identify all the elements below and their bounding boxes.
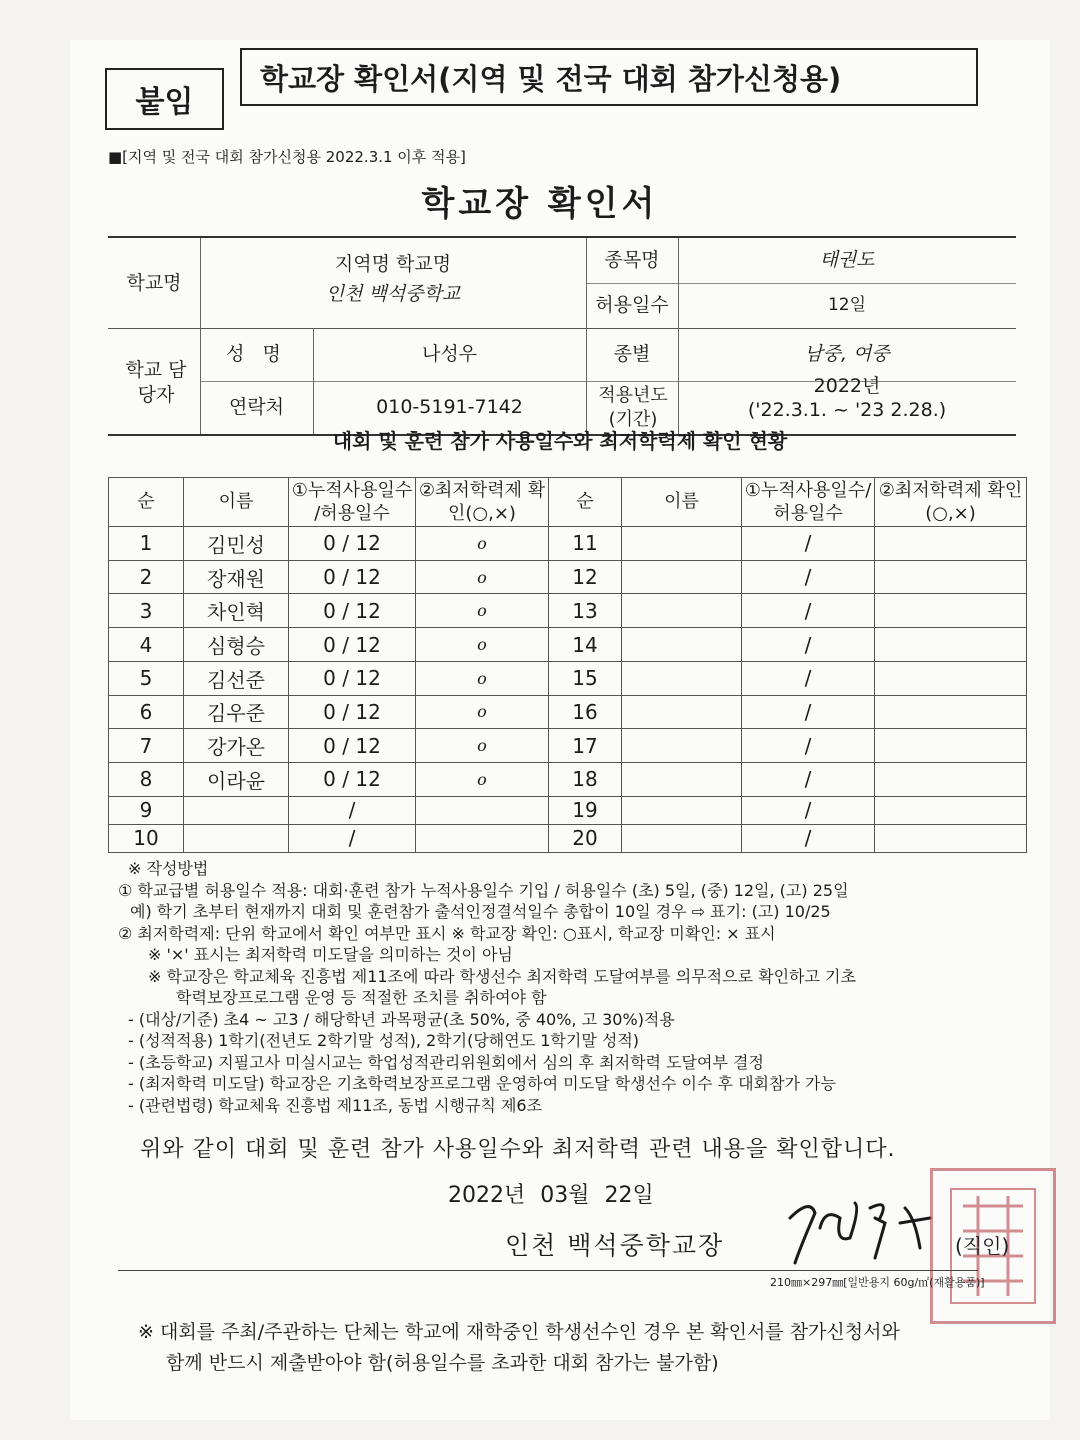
table-row (109, 796, 1027, 824)
school-name: 인천 백석중학교 (325, 282, 461, 305)
row-seq: 6 (109, 695, 184, 729)
row-days: 0 / 12 (289, 628, 416, 662)
row-name-right (622, 796, 742, 824)
row-days-right: / (742, 594, 875, 628)
row-check-right (875, 796, 1027, 824)
divider (118, 1270, 978, 1271)
row-seq: 9 (109, 796, 184, 824)
signature-icon (780, 1188, 950, 1268)
row-days-right: / (742, 527, 875, 561)
row-days: 0 / 12 (289, 729, 416, 763)
row-check-right (875, 560, 1027, 594)
footnote-line: 함께 반드시 제출받아야 함(허용일수를 초과한 대회 참가는 불가함) (166, 1352, 719, 1374)
row-seq-right: 12 (549, 560, 622, 594)
method-line: 학력보장프로그램 운영 등 적절한 조치를 취하여야 함 (176, 988, 547, 1007)
row-seq: 4 (109, 628, 184, 662)
page-title: 학교장 확인서 (421, 184, 659, 224)
confirmation-statement: 위와 같이 대회 및 훈련 참가 사용일수와 최저학력 관련 내용을 확인합니다. (140, 1137, 896, 1162)
row-name-right (622, 628, 742, 662)
row-name-right (622, 824, 742, 852)
row-check (416, 824, 549, 852)
row-days-right: / (742, 560, 875, 594)
row-seq-right: 18 (549, 763, 622, 797)
roster-header-row (109, 478, 1027, 527)
method-line: ※ 학교장은 학교체육 진흥법 제11조에 따라 학생선수 최저학력 도달여부를 의무적으로 확인하고 기초 (148, 966, 856, 986)
row-days-right: / (742, 661, 875, 695)
paper-spec: 210㎜×297㎜[일반용지 60g/㎡(재활용품)] (770, 1276, 985, 1289)
row-check-right (875, 527, 1027, 561)
row-seq-right: 11 (549, 527, 622, 561)
row-check (416, 796, 549, 824)
row-name-right (622, 729, 742, 763)
row-days: 0 / 12 (289, 560, 416, 594)
row-name: 김선준 (184, 661, 289, 695)
row-days-right: / (742, 695, 875, 729)
applicability-note: ■[지역 및 전국 대회 참가신청용 2022.3.1 이후 적용] (108, 148, 466, 166)
seal-label: (직인) (955, 1234, 1010, 1258)
year-value: 2022년 (813, 374, 881, 397)
row-name: 심형승 (184, 628, 289, 662)
row-days-right: / (742, 729, 875, 763)
section-title: 대회 및 훈련 참가 사용일수와 최저학력제 확인 현황 (332, 429, 788, 453)
sport-value: 태권도 (819, 249, 875, 272)
row-check-right (875, 661, 1027, 695)
contact-value: 010-5191-7142 (376, 396, 523, 419)
row-check: o (416, 628, 549, 662)
row-name: 김민성 (184, 527, 289, 561)
row-seq-right: 16 (549, 695, 622, 729)
writing-method (118, 858, 1038, 1116)
row-name-right (622, 661, 742, 695)
issue-date: 2022년 03월 22일 (448, 1183, 654, 1208)
row-check: o (416, 560, 549, 594)
row-seq: 2 (109, 560, 184, 594)
row-seq: 8 (109, 763, 184, 797)
row-days: 0 / 12 (289, 763, 416, 797)
col-name-right: 이름 (622, 478, 742, 527)
row-name-right (622, 594, 742, 628)
school-label: 학교명 (126, 271, 182, 294)
row-name: 장재원 (184, 560, 289, 594)
table-row (109, 661, 1027, 695)
col-seq: 순 (109, 478, 184, 527)
row-check-right (875, 729, 1027, 763)
method-line: ※ '×' 표시는 최저학력 미도달을 의미하는 것이 아님 (148, 945, 513, 964)
header-title: 학교장 확인서(지역 및 전국 대회 참가신청용) (240, 48, 978, 106)
table-row (109, 824, 1027, 852)
method-line: - (성적적용) 1학기(전년도 2학기말 성적), 2학기(당해연도 1학기말 성적) (128, 1031, 640, 1050)
manager-label: 학교 담당자 (125, 359, 187, 406)
row-seq-right: 20 (549, 824, 622, 852)
table-row (109, 763, 1027, 797)
submission-footnote (138, 1317, 1038, 1379)
table-row (109, 560, 1027, 594)
row-days: 0 / 12 (289, 527, 416, 561)
row-name (184, 796, 289, 824)
table-row (109, 628, 1027, 662)
row-check-right (875, 763, 1027, 797)
col-days-right: ①누적사용일수/ 허용일수 (742, 478, 875, 527)
row-check: o (416, 695, 549, 729)
row-days: / (289, 796, 416, 824)
row-name-right (622, 560, 742, 594)
row-seq-right: 13 (549, 594, 622, 628)
row-days: 0 / 12 (289, 594, 416, 628)
table-row (109, 527, 1027, 561)
school-sub-label: 지역명 학교명 (334, 252, 452, 275)
row-name: 차인혁 (184, 594, 289, 628)
gender-value: 남중, 여중 (804, 343, 890, 366)
signer-title: 인천 백석중학교장 (505, 1231, 725, 1260)
table-row (109, 695, 1027, 729)
row-name-right (622, 695, 742, 729)
method-line: 예) 학기 초부터 현재까지 대회 및 훈련참가 출석인정결석일수 총합이 10일 경우 ⇨ 표기: (고) 10/25 (130, 902, 831, 921)
row-name-right (622, 527, 742, 561)
year-label: 적용년도 (기간) (598, 385, 668, 430)
col-check: ②최저학력제 확인(○,×) (416, 478, 549, 527)
row-name: 김우준 (184, 695, 289, 729)
col-days: ①누적사용일수 /허용일수 (289, 478, 416, 527)
gender-label: 종별 (613, 343, 651, 366)
row-check: o (416, 661, 549, 695)
row-name: 강가온 (184, 729, 289, 763)
method-title: ※ 작성방법 (128, 859, 209, 878)
row-days-right: / (742, 824, 875, 852)
row-seq: 10 (109, 824, 184, 852)
table-row (109, 594, 1027, 628)
row-seq: 5 (109, 661, 184, 695)
row-name-right (622, 763, 742, 797)
footnote-line: ※ 대회를 주최/주관하는 단체는 학교에 재학중인 학생선수인 경우 본 확인서를 참가신청서와 (138, 1321, 900, 1343)
row-days-right: / (742, 628, 875, 662)
attachment-tag: 붙임 (105, 68, 224, 130)
row-seq-right: 15 (549, 661, 622, 695)
row-seq-right: 14 (549, 628, 622, 662)
method-line: ② 최저학력제: 단위 학교에서 확인 여부만 표시 ※ 학교장 확인: ○표시, 학교장 미확인: × 표시 (118, 923, 776, 943)
row-days: 0 / 12 (289, 695, 416, 729)
row-name: 이라윤 (184, 763, 289, 797)
row-check: o (416, 729, 549, 763)
row-seq-right: 19 (549, 796, 622, 824)
row-days-right: / (742, 763, 875, 797)
method-line: - (관련법령) 학교체육 진흥법 제11조, 동법 시행규칙 제6조 (128, 1095, 543, 1115)
row-days: 0 / 12 (289, 661, 416, 695)
col-check-right: ②최저학력제 확인(○,×) (875, 478, 1027, 527)
allowed-days-label: 허용일수 (595, 294, 669, 317)
row-check: o (416, 527, 549, 561)
row-check-right (875, 628, 1027, 662)
method-line: - (초등학교) 지필고사 미실시교는 학업성적관리위원회에서 심의 후 최저학력 도달여부 결정 (128, 1052, 764, 1072)
col-seq-right: 순 (549, 478, 622, 527)
allowed-days-value: 12일 (827, 295, 867, 316)
row-seq: 1 (109, 527, 184, 561)
row-check-right (875, 824, 1027, 852)
period-value: ('22.3.1. ~ '23 2.28.) (747, 398, 947, 421)
name-label: 성 명 (226, 343, 287, 366)
sport-label: 종목명 (604, 249, 660, 272)
row-check: o (416, 594, 549, 628)
school-info-block (108, 236, 1016, 436)
row-days: / (289, 824, 416, 852)
roster-table (108, 477, 1027, 853)
row-seq: 7 (109, 729, 184, 763)
row-seq-right: 17 (549, 729, 622, 763)
row-check-right (875, 594, 1027, 628)
method-line: ① 학교급별 허용일수 적용: 대회·훈련 참가 누적사용일수 기입 / 허용일수 (초) 5일, (중) 12일, (고) 25일 (118, 880, 849, 900)
contact-label: 연락처 (228, 396, 285, 419)
manager-name: 나성우 (421, 343, 478, 366)
col-name: 이름 (184, 478, 289, 527)
row-name (184, 824, 289, 852)
method-line: - (최저학력 미도달) 학교장은 기초학력보장프로그램 운영하여 미도달 학생선수 이수 후 대회참가 가능 (128, 1074, 836, 1093)
row-days-right: / (742, 796, 875, 824)
row-seq: 3 (109, 594, 184, 628)
row-check: o (416, 763, 549, 797)
table-row (109, 729, 1027, 763)
row-check-right (875, 695, 1027, 729)
method-line: - (대상/기준) 초4 ~ 고3 / 해당학년 과목평균(초 50%, 중 40%, 고 30%)적용 (128, 1009, 675, 1029)
